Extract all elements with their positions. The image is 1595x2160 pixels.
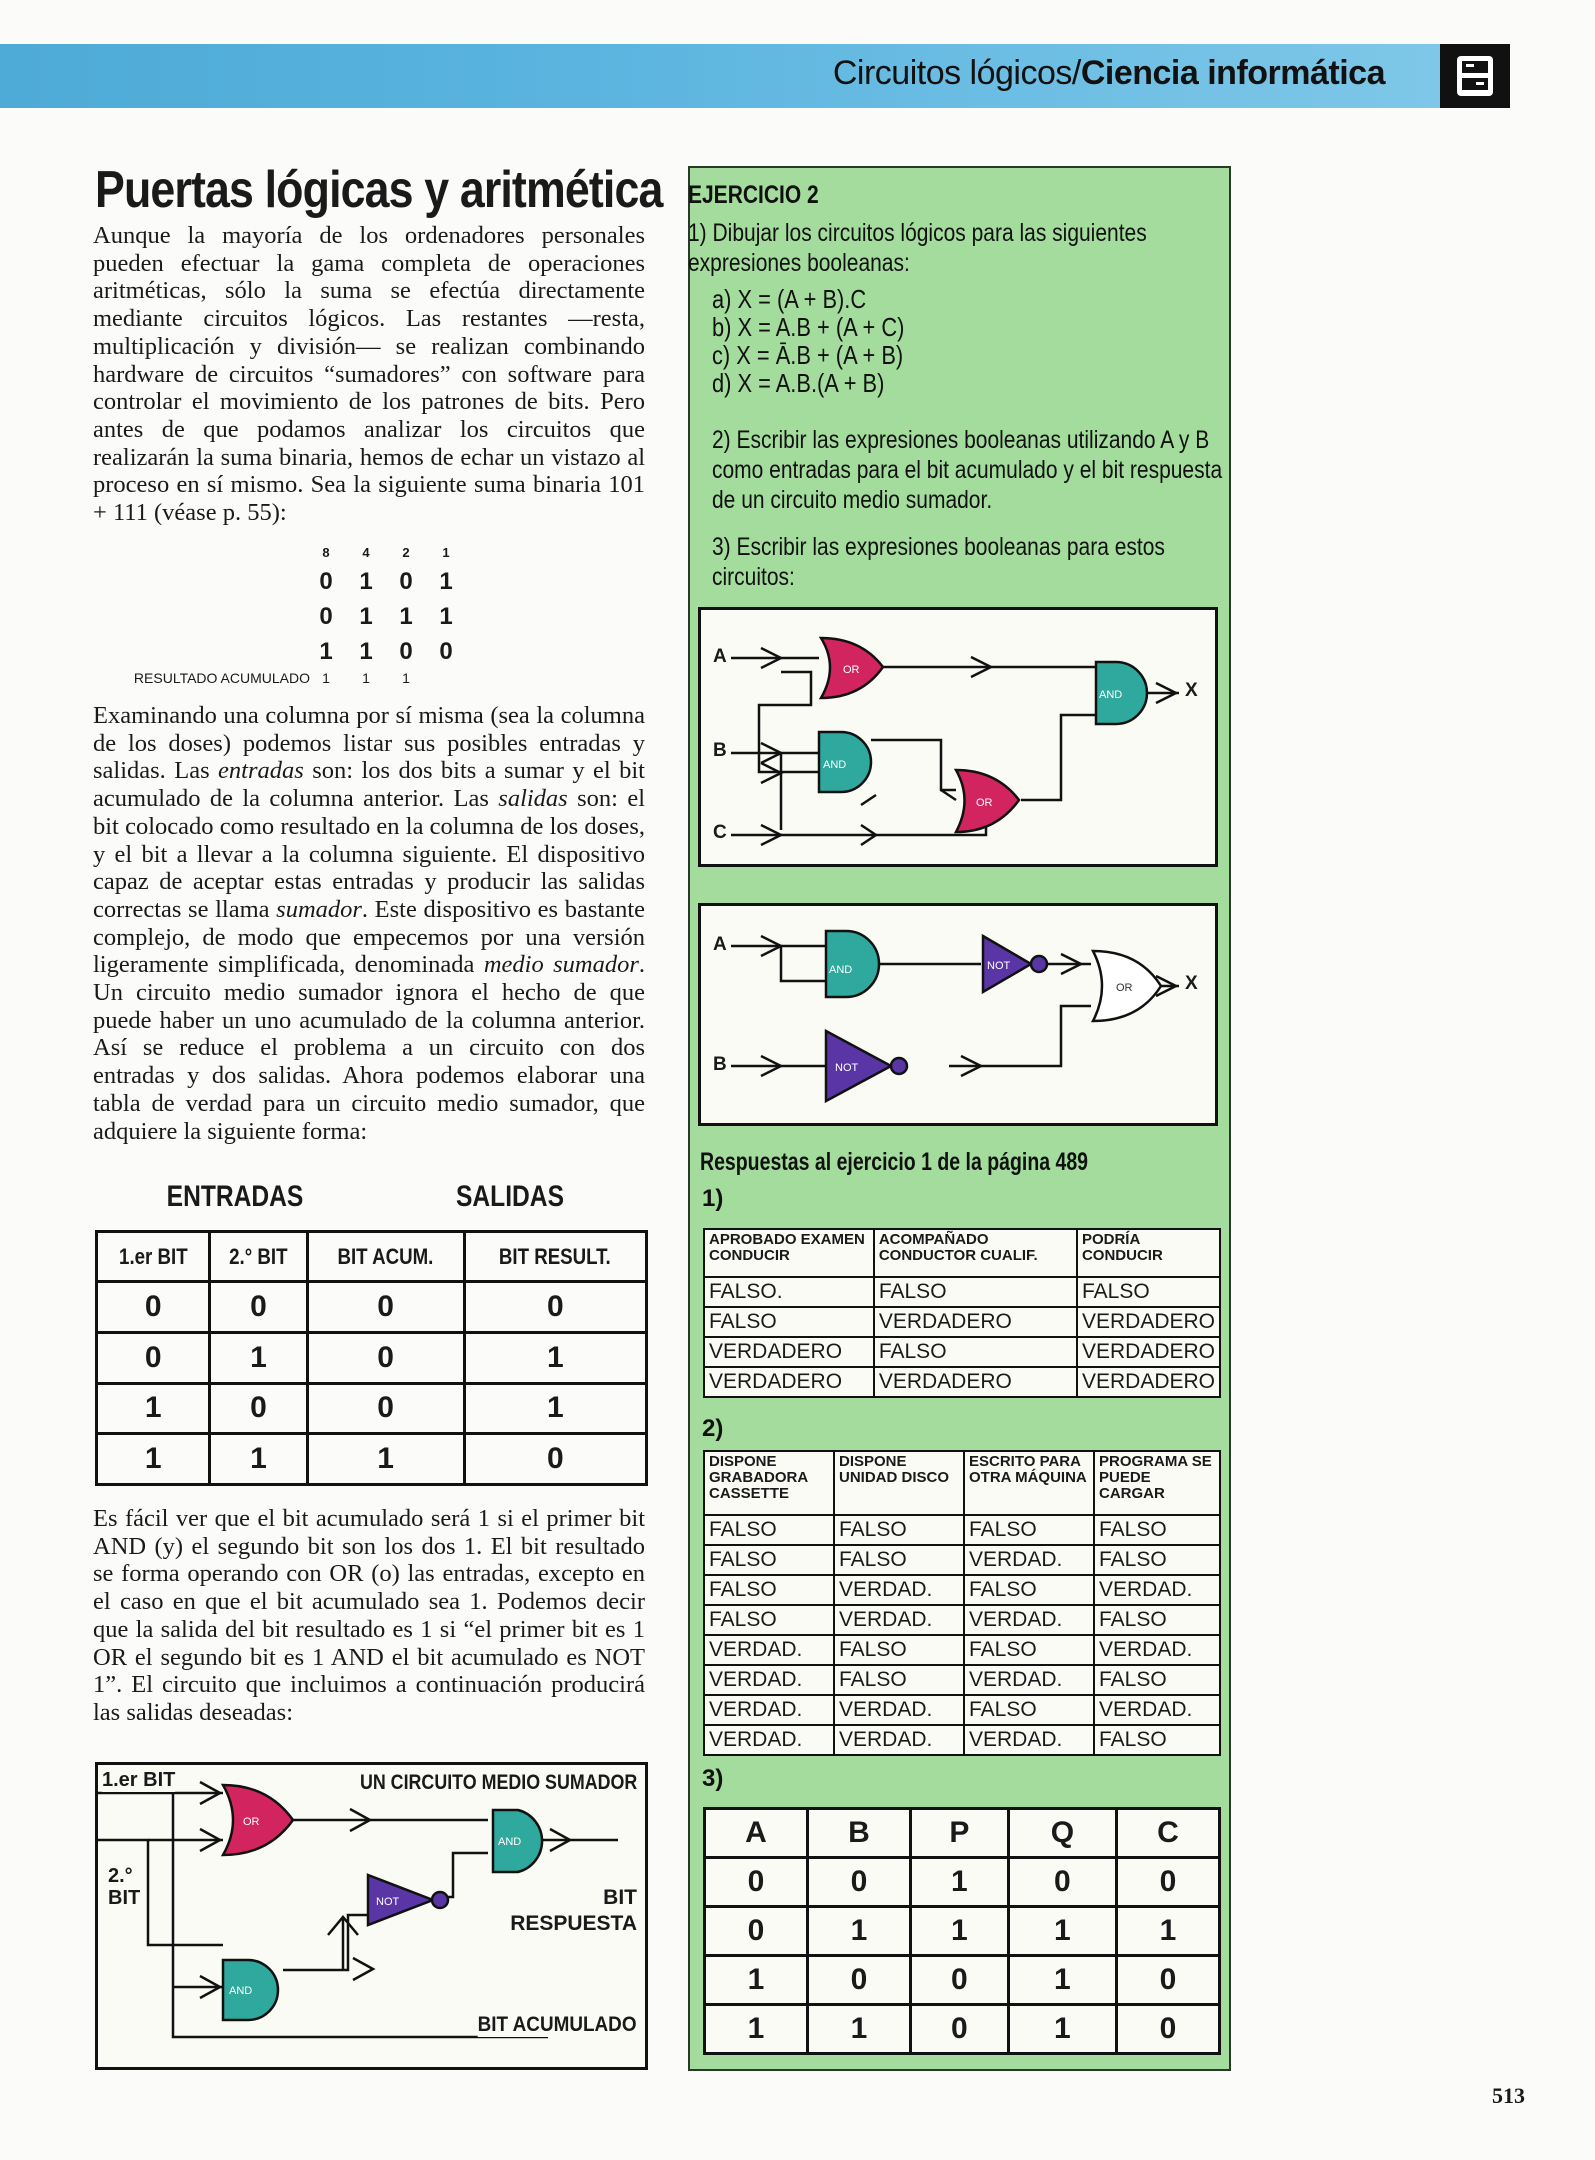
digit: 1 bbox=[319, 638, 333, 665]
text-run: salidas bbox=[498, 785, 568, 813]
table-cell: VERDAD. bbox=[964, 1725, 1094, 1755]
table-cell: FALSO bbox=[874, 1277, 1077, 1307]
gate-label: OR bbox=[243, 1816, 260, 1828]
carry-digit: 1 bbox=[402, 670, 410, 686]
column-header: PROGRAMA SE PUEDE CARGAR bbox=[1094, 1451, 1220, 1515]
table-cell: 0 bbox=[910, 2005, 1008, 2054]
table-cell: 1 bbox=[210, 1434, 307, 1485]
truth-table bbox=[95, 1230, 648, 1486]
table-row bbox=[704, 1367, 1220, 1397]
table-cell: VERDAD. bbox=[964, 1665, 1094, 1695]
answer-1-label: 1) bbox=[702, 1185, 724, 1212]
carry-label: RESULTADO ACUMULADO bbox=[133, 670, 310, 686]
table-cell: VERDAD. bbox=[704, 1635, 834, 1665]
gate-label: AND bbox=[1099, 689, 1123, 701]
table-row bbox=[704, 1545, 1220, 1575]
input-label-2 bbox=[108, 1865, 140, 1909]
table-cell: 0 bbox=[307, 1282, 464, 1333]
table-cell: VERDADERO bbox=[1077, 1367, 1220, 1397]
question-2: 2) Escribir las expresiones booleanas utilizando A y B como entradas para el bit acumulado y el bit respuesta de un circuito medio sumador. bbox=[712, 426, 1223, 514]
column-header bbox=[97, 1232, 210, 1282]
table-cell: FALSO bbox=[1094, 1605, 1220, 1635]
table-cell: VERDADERO bbox=[704, 1367, 874, 1397]
header-title bbox=[833, 54, 1385, 93]
table-row bbox=[704, 1695, 1220, 1725]
table-cell: FALSO bbox=[964, 1695, 1094, 1725]
table-cell: FALSO bbox=[834, 1545, 964, 1575]
table-cell: FALSO bbox=[704, 1605, 834, 1635]
gate-label: OR bbox=[1116, 982, 1133, 994]
answer-table-1 bbox=[703, 1228, 1221, 1398]
answer-3-label: 3) bbox=[702, 1765, 724, 1792]
digit: 0 bbox=[319, 603, 333, 630]
column-header bbox=[464, 1232, 646, 1282]
table-cell: 1 bbox=[464, 1332, 646, 1383]
article-title: Puertas lógicas y aritmética bbox=[95, 161, 663, 219]
text-run: sumador bbox=[276, 895, 362, 923]
diagram-title: UN CIRCUITO MEDIO SUMADOR bbox=[359, 1771, 637, 1794]
column-header: DISPONE GRABADORA CASSETTE bbox=[704, 1451, 834, 1515]
carry-digit: 1 bbox=[362, 670, 370, 686]
column-header: DISPONE UNIDAD DISCO bbox=[834, 1451, 964, 1515]
table-cell: FALSO bbox=[874, 1337, 1077, 1367]
table-row bbox=[704, 1515, 1220, 1545]
table-row bbox=[97, 1383, 647, 1434]
column-header bbox=[307, 1232, 464, 1282]
half-adder-diagram bbox=[95, 1762, 648, 2070]
text-run: son: el bit colocado como resultado en la columna de los doses, y el bit a llevar a la columna siguiente. El dispositivo capaz de aceptar estas entradas y producir las salidas correctas se llama bbox=[93, 785, 646, 923]
column-header: P bbox=[910, 1809, 1008, 1858]
gate-label: OR bbox=[843, 664, 860, 676]
table-cell: 1 bbox=[307, 1434, 464, 1485]
table-row bbox=[704, 1575, 1220, 1605]
text-run: entradas bbox=[218, 757, 304, 785]
header-section: Circuitos lógicos/ bbox=[832, 54, 1081, 92]
table-cell: 1 bbox=[910, 1907, 1008, 1956]
circuit-2-drawing bbox=[701, 906, 1215, 1123]
header-subject: Ciencia informática bbox=[1080, 54, 1385, 92]
answer-table-2 bbox=[703, 1450, 1221, 1756]
not-bubble bbox=[1031, 956, 1047, 972]
table-row bbox=[97, 1282, 647, 1333]
digit: 1 bbox=[359, 603, 373, 630]
table-cell: FALSO bbox=[704, 1545, 834, 1575]
table-row bbox=[704, 1277, 1220, 1307]
column-header: APROBADO EXAMEN CONDUCIR bbox=[704, 1229, 874, 1277]
table-row bbox=[704, 1605, 1220, 1635]
table-cell: 0 bbox=[97, 1332, 210, 1383]
table-cell: VERDAD. bbox=[834, 1575, 964, 1605]
column-header: PODRÍA CONDUCIR bbox=[1077, 1229, 1220, 1277]
label-line: 2.° bbox=[108, 1865, 133, 1887]
table-cell: VERDAD. bbox=[1094, 1635, 1220, 1665]
not-bubble-2 bbox=[891, 1058, 907, 1074]
weight: 4 bbox=[362, 545, 370, 560]
not-bubble bbox=[432, 1892, 448, 1908]
table-cell: 0 bbox=[210, 1383, 307, 1434]
table-cell: 1 bbox=[97, 1434, 210, 1485]
table-cell: 0 bbox=[307, 1332, 464, 1383]
answer-table-3 bbox=[703, 1807, 1221, 2055]
column-header: A bbox=[705, 1809, 808, 1858]
table-cell: FALSO bbox=[704, 1515, 834, 1545]
table-cell: FALSO bbox=[1094, 1545, 1220, 1575]
table-row bbox=[705, 1858, 1220, 1907]
table-cell: 0 bbox=[1008, 1858, 1116, 1907]
digit: 1 bbox=[399, 603, 413, 630]
label-line: BIT bbox=[108, 1887, 141, 1909]
question-3: 3) Escribir las expresiones booleanas para estos circuitos: bbox=[712, 533, 1165, 591]
input-b-label: B bbox=[713, 1054, 727, 1075]
table-cell: FALSO bbox=[1094, 1725, 1220, 1755]
outputs-heading: SALIDAS bbox=[456, 1180, 564, 1213]
table-cell: VERDAD. bbox=[964, 1605, 1094, 1635]
carry-digit: 1 bbox=[322, 670, 330, 686]
table-cell: VERDAD. bbox=[964, 1545, 1094, 1575]
table-cell: VERDADERO bbox=[874, 1307, 1077, 1337]
table-cell: FALSO bbox=[964, 1635, 1094, 1665]
table-cell: VERDAD. bbox=[704, 1665, 834, 1695]
table-cell: FALSO bbox=[964, 1515, 1094, 1545]
table-cell: VERDADERO bbox=[704, 1337, 874, 1367]
table-cell: 1 bbox=[1008, 2005, 1116, 2054]
table-cell: 1 bbox=[1008, 1956, 1116, 2005]
table-cell: 0 bbox=[1116, 1956, 1219, 2005]
table-cell: VERDAD. bbox=[834, 1695, 964, 1725]
table-cell: 0 bbox=[464, 1434, 646, 1485]
label-line: BIT bbox=[603, 1886, 637, 1909]
table-row bbox=[704, 1635, 1220, 1665]
table-cell: 0 bbox=[807, 1956, 910, 2005]
digit: 0 bbox=[399, 638, 413, 665]
input-label-1: 1.er BIT bbox=[102, 1769, 176, 1791]
intro-paragraph: Aunque la mayoría de los ordenadores personales pueden efectuar la gama completa de operaciones aritméticas, sólo la suma se efectúa directamente mediante circuitos lógicos. Las restantes —resta, multiplicación y división— se realizan combinando hardware de circuitos “sumadores” con software para controlar el movimiento de los patrones de bits. Pero antes de que podamos analizar los circuitos que realizarán la suma binaria, hemos de echar un vistazo al proceso en sí mismo. Sea la siguiente suma binaria 101 + 111 (véase p. 55): bbox=[93, 222, 645, 527]
gate-label: NOT bbox=[987, 960, 1011, 972]
weight: 8 bbox=[322, 545, 330, 560]
column-header-label: 1.er BIT bbox=[118, 1243, 188, 1269]
table-cell: VERDAD. bbox=[704, 1725, 834, 1755]
digit: 0 bbox=[439, 638, 453, 665]
table-cell: 1 bbox=[210, 1332, 307, 1383]
table-cell: 0 bbox=[705, 1907, 808, 1956]
expression-list bbox=[712, 285, 904, 397]
table-cell: FALSO bbox=[834, 1515, 964, 1545]
table-cell: 1 bbox=[705, 1956, 808, 2005]
answer-2-label: 2) bbox=[702, 1415, 724, 1442]
column-header: ACOMPAÑADO CONDUCTOR CUALIF. bbox=[874, 1229, 1077, 1277]
output-x-label: X bbox=[1185, 680, 1198, 701]
table-cell: 0 bbox=[464, 1282, 646, 1333]
digit: 0 bbox=[399, 568, 413, 595]
column-header-label: BIT RESULT. bbox=[499, 1243, 612, 1269]
input-a-label: A bbox=[713, 646, 727, 667]
publisher-logo bbox=[1440, 44, 1510, 108]
expression: c) X = Ā.B + (A + B) bbox=[712, 340, 904, 370]
expression: a) X = (A + B).C bbox=[712, 284, 867, 314]
table-row bbox=[704, 1337, 1220, 1367]
table-cell: 0 bbox=[210, 1282, 307, 1333]
table-row bbox=[97, 1434, 647, 1485]
page-number: 513 bbox=[1492, 2083, 1525, 2108]
digit: 1 bbox=[359, 568, 373, 595]
circuit-1-drawing bbox=[701, 610, 1215, 864]
answers-title: Respuestas al ejercicio 1 de la página 489 bbox=[700, 1148, 1089, 1176]
table-cell: 1 bbox=[807, 1907, 910, 1956]
table-header-row bbox=[97, 1232, 647, 1282]
body-paragraph-2: Es fácil ver que el bit acumulado será 1 si el primer bit AND (y) el segundo bit son los dos 1. El bit resultado se forma operando con OR (o) las entradas, excepto en el caso en que el bit acumulado sea 1. Podemos decir que la salida del bit resultado es 1 si “el primer bit es 1 OR el segundo bit es 1 AND el bit acumulado es NOT 1”. El circuito que incluimos a continuación producirá las salidas deseadas: bbox=[93, 1505, 645, 1726]
table-cell: VERDAD. bbox=[834, 1605, 964, 1635]
table-cell: 0 bbox=[705, 1858, 808, 1907]
table-header-row bbox=[705, 1809, 1220, 1858]
inputs-heading: ENTRADAS bbox=[166, 1180, 304, 1213]
table-row bbox=[705, 1956, 1220, 2005]
table-row bbox=[704, 1665, 1220, 1695]
table-cell: 1 bbox=[807, 2005, 910, 2054]
input-a-label: A bbox=[713, 934, 727, 955]
column-header: ESCRITO PARA OTRA MÁQUINA bbox=[964, 1451, 1094, 1515]
table-header-row bbox=[704, 1451, 1220, 1515]
table-cell: FALSO bbox=[834, 1635, 964, 1665]
table-cell: 0 bbox=[1116, 1858, 1219, 1907]
table-row bbox=[705, 2005, 1220, 2054]
circuit-1 bbox=[698, 607, 1218, 867]
column-header bbox=[210, 1232, 307, 1282]
column-header: Q bbox=[1008, 1809, 1116, 1858]
table-cell: FALSO bbox=[1094, 1665, 1220, 1695]
table-cell: FALSO bbox=[1094, 1515, 1220, 1545]
gate-label: OR bbox=[976, 797, 993, 809]
table-cell: 1 bbox=[97, 1383, 210, 1434]
table-cell: FALSO bbox=[704, 1307, 874, 1337]
column-header: C bbox=[1116, 1809, 1219, 1858]
input-b-label: B bbox=[713, 740, 727, 761]
table-cell: FALSO bbox=[1077, 1277, 1220, 1307]
table-row bbox=[705, 1907, 1220, 1956]
weight: 2 bbox=[402, 545, 410, 560]
table-cell: FALSO. bbox=[704, 1277, 874, 1307]
table-cell: FALSO bbox=[834, 1665, 964, 1695]
text-run: medio sumador bbox=[483, 951, 639, 979]
table-cell: 1 bbox=[464, 1383, 646, 1434]
table-cell: VERDAD. bbox=[1094, 1575, 1220, 1605]
column-header-label: 2.° BIT bbox=[229, 1243, 288, 1269]
table-cell: 1 bbox=[705, 2005, 808, 2054]
gate-label: AND bbox=[229, 1985, 253, 1997]
computer-icon bbox=[1456, 55, 1494, 97]
table-cell: FALSO bbox=[964, 1575, 1094, 1605]
table-cell: VERDADERO bbox=[874, 1367, 1077, 1397]
exercise-heading: EJERCICIO 2 bbox=[688, 181, 819, 209]
table-cell: VERDADERO bbox=[1077, 1337, 1220, 1367]
column-header-label: BIT ACUM. bbox=[337, 1243, 434, 1269]
gate-label: AND bbox=[823, 759, 847, 771]
table-header-row bbox=[704, 1229, 1220, 1277]
weight: 1 bbox=[442, 545, 450, 560]
table-row bbox=[704, 1307, 1220, 1337]
digit: 1 bbox=[439, 568, 453, 595]
table-cell: FALSO bbox=[704, 1575, 834, 1605]
output-label-1 bbox=[510, 1885, 637, 1937]
text-run: Examinando una columna por sí misma (sea la columna de los doses) podemos listar sus posibles entradas y salidas. Las bbox=[93, 702, 645, 785]
circuit-2 bbox=[698, 903, 1218, 1126]
table-cell: 0 bbox=[1116, 2005, 1219, 2054]
gate-label: NOT bbox=[376, 1896, 400, 1908]
table-cell: VERDAD. bbox=[1094, 1695, 1220, 1725]
output-x-label: X bbox=[1185, 973, 1198, 994]
digit: 1 bbox=[439, 603, 453, 630]
text-run: son: los dos bits a sumar y el bit acumulado de la columna anterior. Las bbox=[93, 757, 645, 813]
table-cell: 1 bbox=[1008, 1907, 1116, 1956]
digit: 1 bbox=[359, 638, 373, 665]
text-run: . Este dispositivo es bastante complejo, de modo que empecemos por una versión ligeramente simplificada, denominada bbox=[93, 895, 645, 979]
table-cell: 1 bbox=[910, 1858, 1008, 1907]
table-cell: VERDAD. bbox=[704, 1695, 834, 1725]
text-run: . Un circuito medio sumador ignora el hecho de que puede haber un uno acumulado de la columna anterior. Así se reduce el problema a un circuito con dos entradas y dos salidas. Ahora podemos elaborar una tabla de verdad para un circuito medio sumador, que adquiere la siguiente forma: bbox=[93, 951, 645, 1145]
question-1: 1) Dibujar los circuitos lógicos para las siguientes expresiones booleanas: bbox=[688, 219, 1147, 277]
gate-label: AND bbox=[829, 964, 853, 976]
label-line: RESPUESTA bbox=[510, 1912, 637, 1935]
gate-label: NOT bbox=[835, 1062, 859, 1074]
input-c-label: C bbox=[713, 822, 727, 843]
expression: d) X = A.B.(A + B) bbox=[712, 368, 885, 398]
table-row bbox=[704, 1725, 1220, 1755]
table-cell: 1 bbox=[1116, 1907, 1219, 1956]
column-header: B bbox=[807, 1809, 910, 1858]
body-paragraph bbox=[93, 702, 645, 1145]
table-row bbox=[97, 1332, 647, 1383]
digit: 0 bbox=[319, 568, 333, 595]
expression: b) X = A.B + (A + C) bbox=[712, 312, 905, 342]
table-cell: 0 bbox=[807, 1858, 910, 1907]
gate-label: AND bbox=[498, 1836, 522, 1848]
table-cell: VERDAD. bbox=[834, 1725, 964, 1755]
output-label-2: BIT ACUMULADO bbox=[478, 2013, 637, 2036]
table-cell: VERDADERO bbox=[1077, 1307, 1220, 1337]
table-cell: 0 bbox=[910, 1956, 1008, 2005]
table-cell: 0 bbox=[97, 1282, 210, 1333]
table-cell: 0 bbox=[307, 1383, 464, 1434]
